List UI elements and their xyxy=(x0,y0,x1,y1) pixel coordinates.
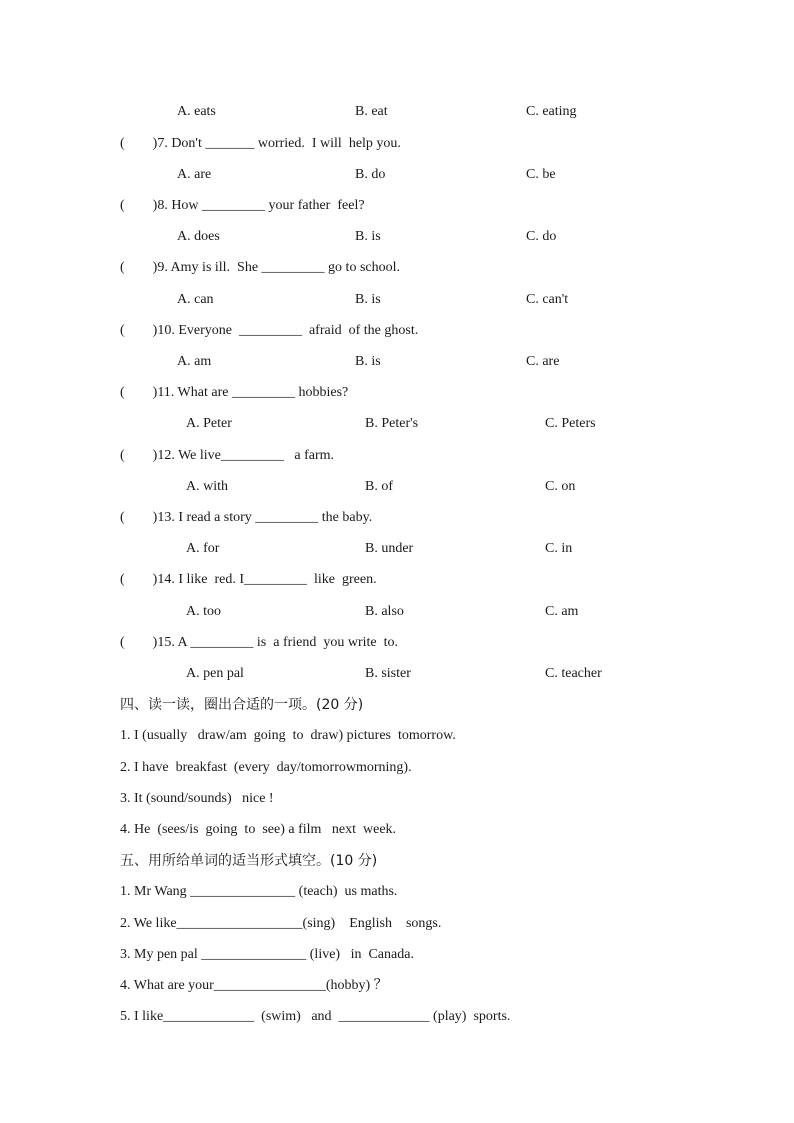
exercise-item: 1. Mr Wang _______________ (teach) us maths. xyxy=(120,884,398,899)
question-11: ( )11. What are _________ hobbies? xyxy=(120,385,349,400)
section-heading: 五、用所给单词的适当形式填空。(10 分) xyxy=(120,853,378,869)
option-b: B. also xyxy=(365,604,404,619)
option-c: C. are xyxy=(526,354,560,369)
option-c: C. eating xyxy=(526,104,577,119)
option-a: A. eats xyxy=(177,104,216,119)
option-a: A. for xyxy=(186,541,220,556)
option-b: B. eat xyxy=(355,104,388,119)
option-a: A. can xyxy=(177,292,214,307)
question-14: ( )14. I like red. I_________ like green. xyxy=(120,572,377,587)
option-c: C. am xyxy=(545,604,579,619)
option-c: C. do xyxy=(526,229,557,244)
question-15: ( )15. A _________ is a friend you write to. xyxy=(120,635,399,650)
option-b: B. is xyxy=(355,354,381,369)
option-a: A. are xyxy=(177,167,212,182)
option-c: C. can't xyxy=(526,292,569,307)
exercise-item: 3. It (sound/sounds) nice ! xyxy=(120,791,274,806)
option-b: B. under xyxy=(365,541,414,556)
question-7: ( )7. Don't _______ worried. I will help you. xyxy=(120,136,401,151)
option-c: C. in xyxy=(545,541,573,556)
option-b: B. is xyxy=(355,229,381,244)
question-10: ( )10. Everyone _________ afraid of the ghost. xyxy=(120,323,419,338)
question-8: ( )8. How _________ your father feel? xyxy=(120,198,365,213)
option-a: A. pen pal xyxy=(186,666,244,681)
exercise-item: 2. I have breakfast (every day/tomorrowmorning). xyxy=(120,760,412,775)
exercise-item: 4. What are your________________(hobby) ？ xyxy=(120,978,388,993)
option-b: B. sister xyxy=(365,666,411,681)
option-c: C. on xyxy=(545,479,576,494)
option-a: A. too xyxy=(186,604,221,619)
option-b: B. of xyxy=(365,479,393,494)
exercise-item: 3. My pen pal _______________ (live) in Canada. xyxy=(120,947,414,962)
option-b: B. Peter's xyxy=(365,416,419,431)
option-c: C. Peters xyxy=(545,416,596,431)
question-13: ( )13. I read a story _________ the baby. xyxy=(120,510,373,525)
option-a: A. does xyxy=(177,229,220,244)
option-a: A. Peter xyxy=(186,416,232,431)
question-12: ( )12. We live_________ a farm. xyxy=(120,448,335,463)
option-c: C. be xyxy=(526,167,556,182)
option-b: B. is xyxy=(355,292,381,307)
exercise-item: 1. I (usually draw/am going to draw) pictures tomorrow. xyxy=(120,728,456,743)
option-b: B. do xyxy=(355,167,386,182)
exercise-item: 2. We like__________________(sing) English songs. xyxy=(120,916,442,931)
option-c: C. teacher xyxy=(545,666,602,681)
option-a: A. am xyxy=(177,354,212,369)
section-heading: 四、读一读，圈出合适的一项。(20 分) xyxy=(120,697,364,713)
exercise-item: 5. I like_____________ (swim) and _____________ (play) sports. xyxy=(120,1009,511,1024)
option-a: A. with xyxy=(186,479,228,494)
question-9: ( )9. Amy is ill. She _________ go to school. xyxy=(120,260,400,275)
exercise-item: 4. He (sees/is going to see) a film next week. xyxy=(120,822,397,837)
